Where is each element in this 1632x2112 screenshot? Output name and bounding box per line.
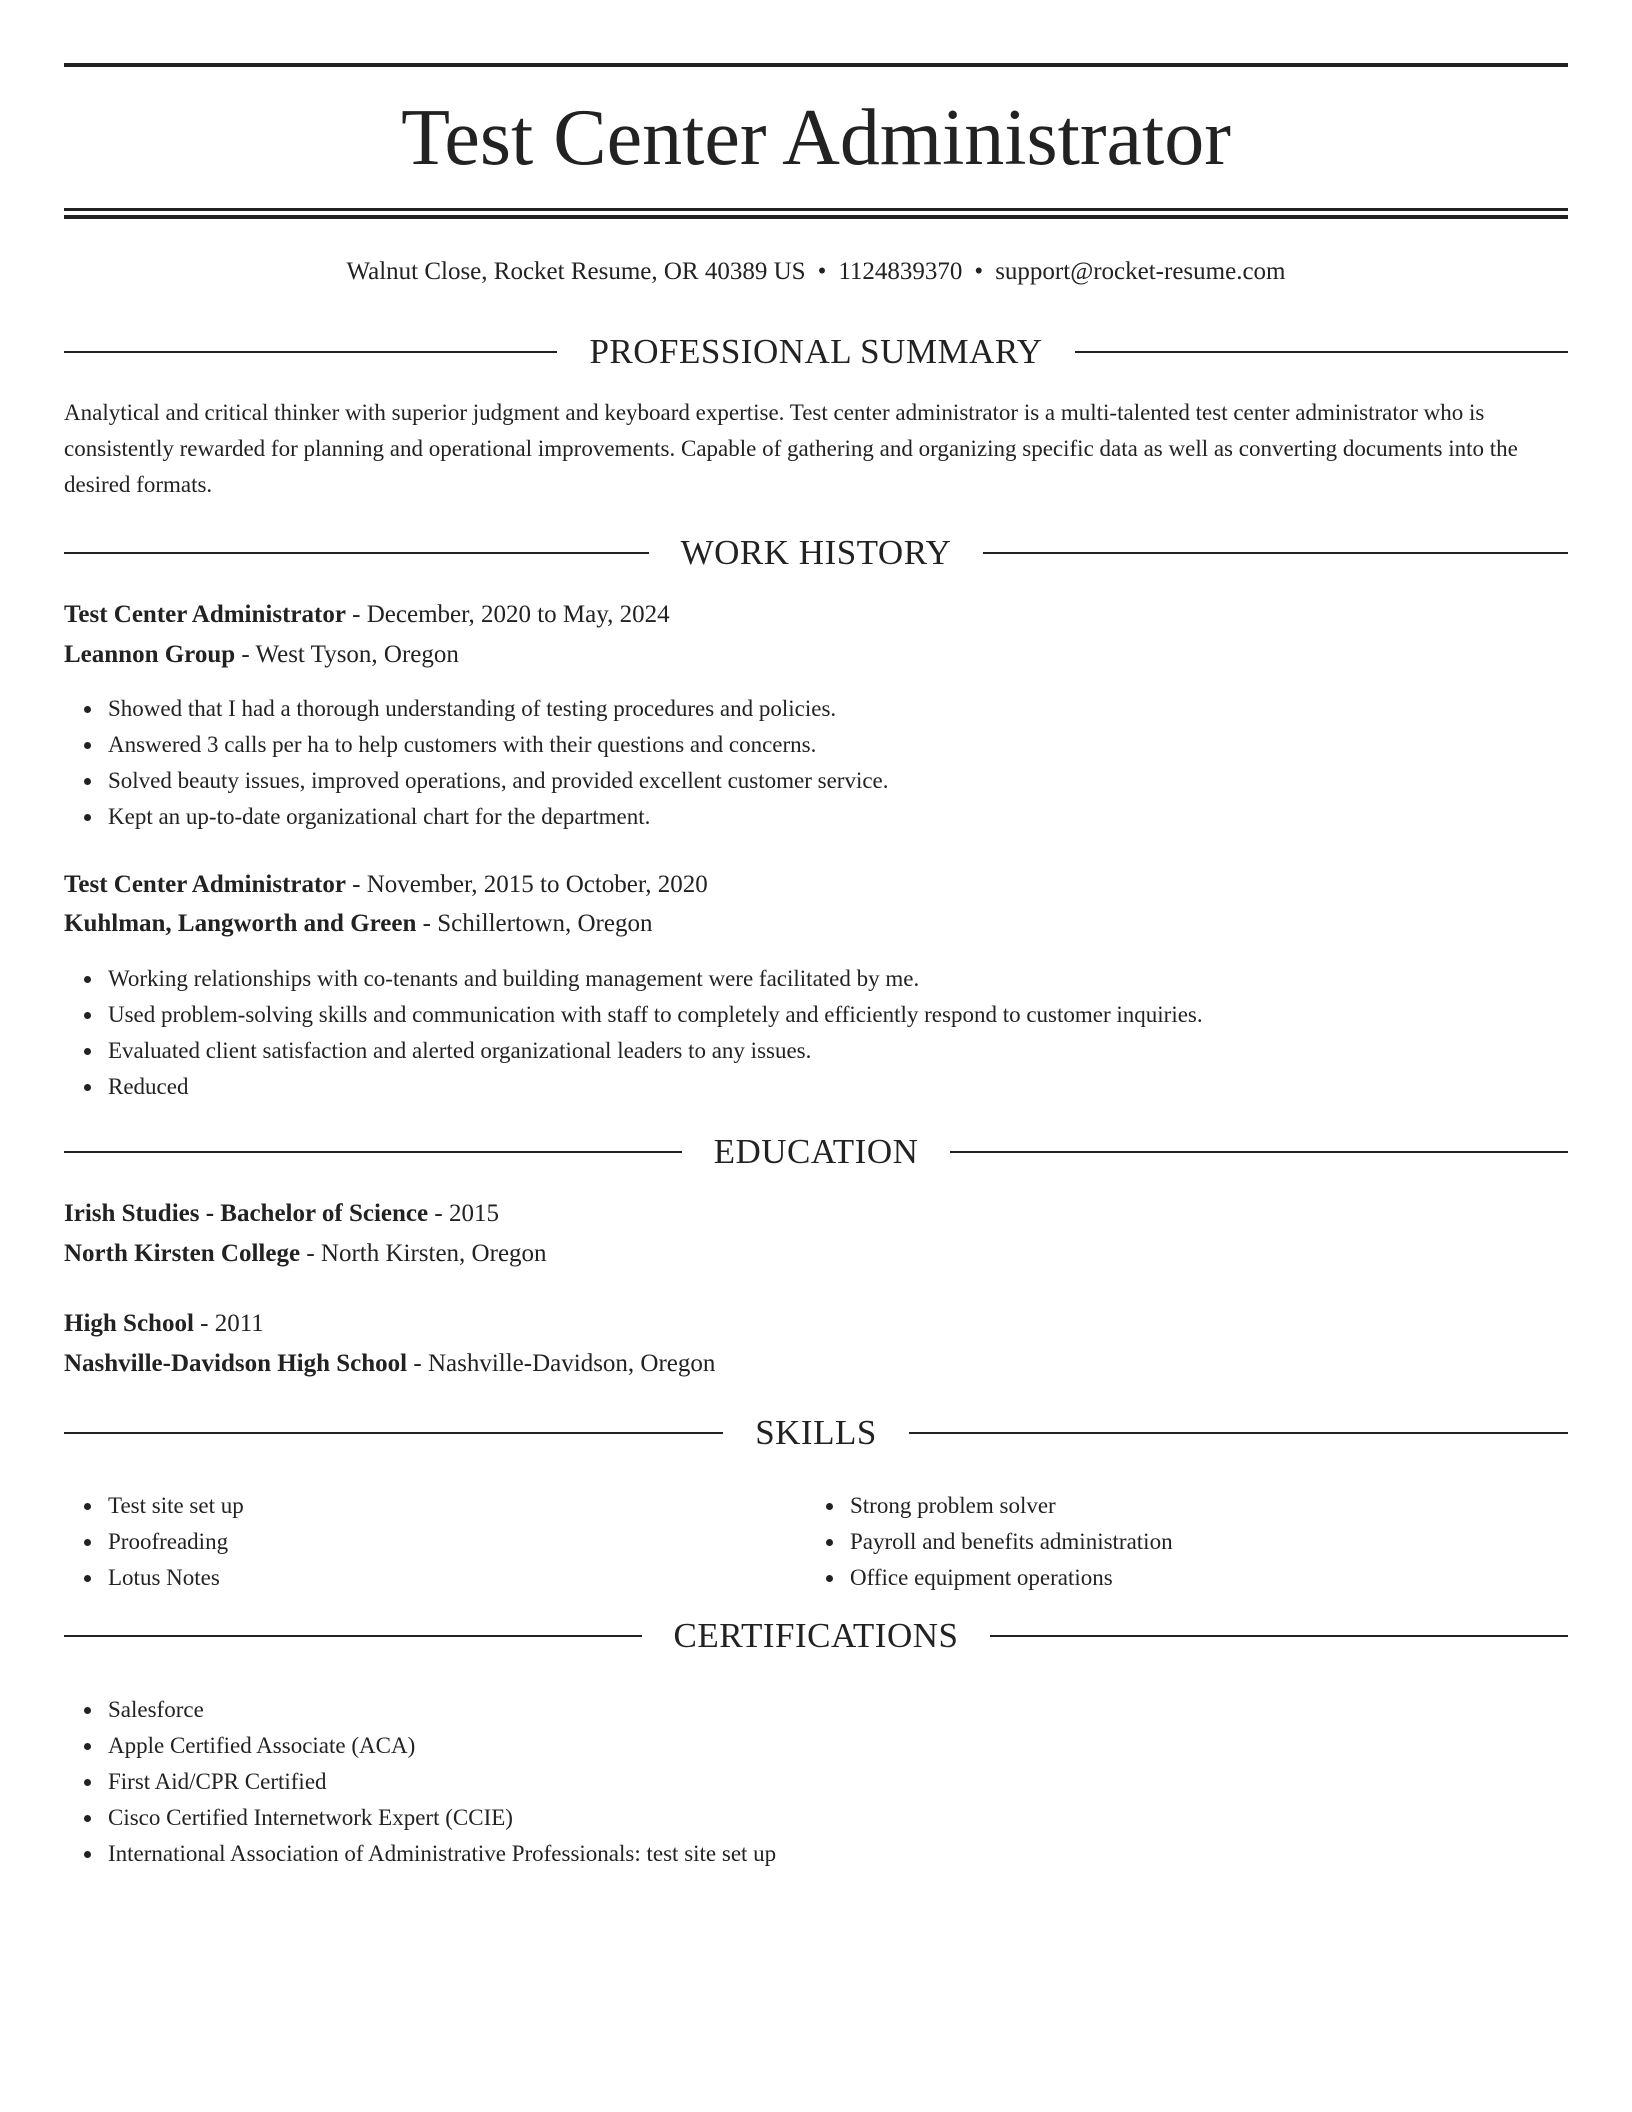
education-school-line xyxy=(64,1346,1568,1382)
job-title-line xyxy=(64,867,1568,903)
heading-rule xyxy=(1075,351,1568,353)
heading-rule xyxy=(909,1432,1568,1434)
section-heading-skills xyxy=(64,1413,1568,1453)
list-item: Answered 3 calls per ha to help customers with their questions and concerns. xyxy=(108,727,889,763)
job-bullets xyxy=(64,961,1203,1105)
education-location: - North Kirsten, Oregon xyxy=(300,1240,547,1267)
heading-rule xyxy=(983,552,1568,554)
education-degree-line xyxy=(64,1196,1568,1232)
heading-rule xyxy=(950,1151,1568,1153)
list-item: Working relationships with co-tenants and building management were facilitated by me. xyxy=(108,961,1203,997)
job-dates: - December, 2020 to May, 2024 xyxy=(345,601,670,628)
education-year: - 2015 xyxy=(428,1200,499,1227)
skill-item: Test site set up xyxy=(108,1488,244,1524)
section-title: WORK HISTORY xyxy=(680,533,952,572)
section-title: SKILLS xyxy=(755,1413,877,1452)
education-school: North Kirsten College xyxy=(64,1240,301,1267)
skill-item: Lotus Notes xyxy=(108,1560,244,1596)
section-heading-work-history xyxy=(64,533,1568,573)
summary-text: Analytical and critical thinker with superior judgment and keyboard expertise. Test center administrator is a multi-talented test center administrator who is consistently rewarded for planning and operational improvements. Capable of gathering and organizing specific data as well as converting documents into the desired formats. xyxy=(64,400,1518,497)
skill-item: Office equipment operations xyxy=(850,1560,1173,1596)
job-location: - West Tyson, Oregon xyxy=(235,641,459,668)
education-school: Nashville-Davidson High School xyxy=(64,1350,408,1377)
certification-item: Salesforce xyxy=(108,1692,776,1728)
education-degree-line xyxy=(64,1306,1568,1342)
job-company-line xyxy=(64,906,1568,942)
heading-rule xyxy=(64,552,649,554)
section-title: EDUCATION xyxy=(713,1132,919,1171)
education-degree: High School xyxy=(64,1310,194,1337)
certification-item: Cisco Certified Internetwork Expert (CCIE) xyxy=(108,1800,776,1836)
job-title: Test Center Administrator xyxy=(64,871,346,898)
section-heading-education xyxy=(64,1132,1568,1172)
list-item: Used problem-solving skills and communication with staff to completely and efficiently respond to customer inquiries. xyxy=(108,997,1203,1033)
contact-separator: • xyxy=(974,258,984,285)
job-location: - Schillertown, Oregon xyxy=(416,910,653,937)
list-item: Reduced xyxy=(108,1069,1203,1105)
heading-rule xyxy=(64,1151,682,1153)
job-bullets xyxy=(64,691,889,835)
contact-address: Walnut Close, Rocket Resume, OR 40389 US xyxy=(346,258,806,285)
certification-item: International Association of Administrative Professionals: test site set up xyxy=(108,1836,776,1872)
education-school-line xyxy=(64,1236,1568,1272)
heading-rule xyxy=(64,1432,723,1434)
education-location: - Nashville-Davidson, Oregon xyxy=(407,1350,716,1377)
job-title: Test Center Administrator xyxy=(64,601,346,628)
skill-item: Proofreading xyxy=(108,1524,244,1560)
certifications-list xyxy=(64,1692,776,1872)
section-heading-summary xyxy=(64,332,1568,372)
list-item: Showed that I had a thorough understanding of testing procedures and policies. xyxy=(108,691,889,727)
section-title: PROFESSIONAL SUMMARY xyxy=(589,332,1043,371)
contact-line xyxy=(64,255,1568,289)
heading-rule xyxy=(64,1635,642,1637)
list-item: Kept an up-to-date organizational chart for the department. xyxy=(108,799,889,835)
list-item: Evaluated client satisfaction and alerted organizational leaders to any issues. xyxy=(108,1033,1203,1069)
title-rule-lower xyxy=(64,215,1568,219)
contact-email: support@rocket-resume.com xyxy=(995,258,1286,285)
skills-list-right xyxy=(806,1488,1173,1596)
top-rule xyxy=(64,63,1568,67)
contact-phone: 1124839370 xyxy=(838,258,963,285)
section-title: CERTIFICATIONS xyxy=(673,1616,959,1655)
list-item: Solved beauty issues, improved operations, and provided excellent customer service. xyxy=(108,763,889,799)
job-company: Kuhlman, Langworth and Green xyxy=(64,910,417,937)
education-degree: Irish Studies - Bachelor of Science xyxy=(64,1200,429,1227)
skills-list-left xyxy=(64,1488,244,1596)
job-company-line xyxy=(64,637,1568,673)
heading-rule xyxy=(64,351,557,353)
contact-separator: • xyxy=(817,258,827,285)
job-company: Leannon Group xyxy=(64,641,236,668)
section-heading-certifications xyxy=(64,1616,1568,1656)
skill-item: Strong problem solver xyxy=(850,1488,1173,1524)
certification-item: First Aid/CPR Certified xyxy=(108,1764,776,1800)
job-title-line xyxy=(64,597,1568,633)
skill-item: Payroll and benefits administration xyxy=(850,1524,1173,1560)
certification-item: Apple Certified Associate (ACA) xyxy=(108,1728,776,1764)
education-year: - 2011 xyxy=(193,1310,264,1337)
job-dates: - November, 2015 to October, 2020 xyxy=(345,871,708,898)
resume-title: Test Center Administrator xyxy=(401,94,1231,182)
title-rule-upper xyxy=(64,208,1568,211)
heading-rule xyxy=(990,1635,1568,1637)
